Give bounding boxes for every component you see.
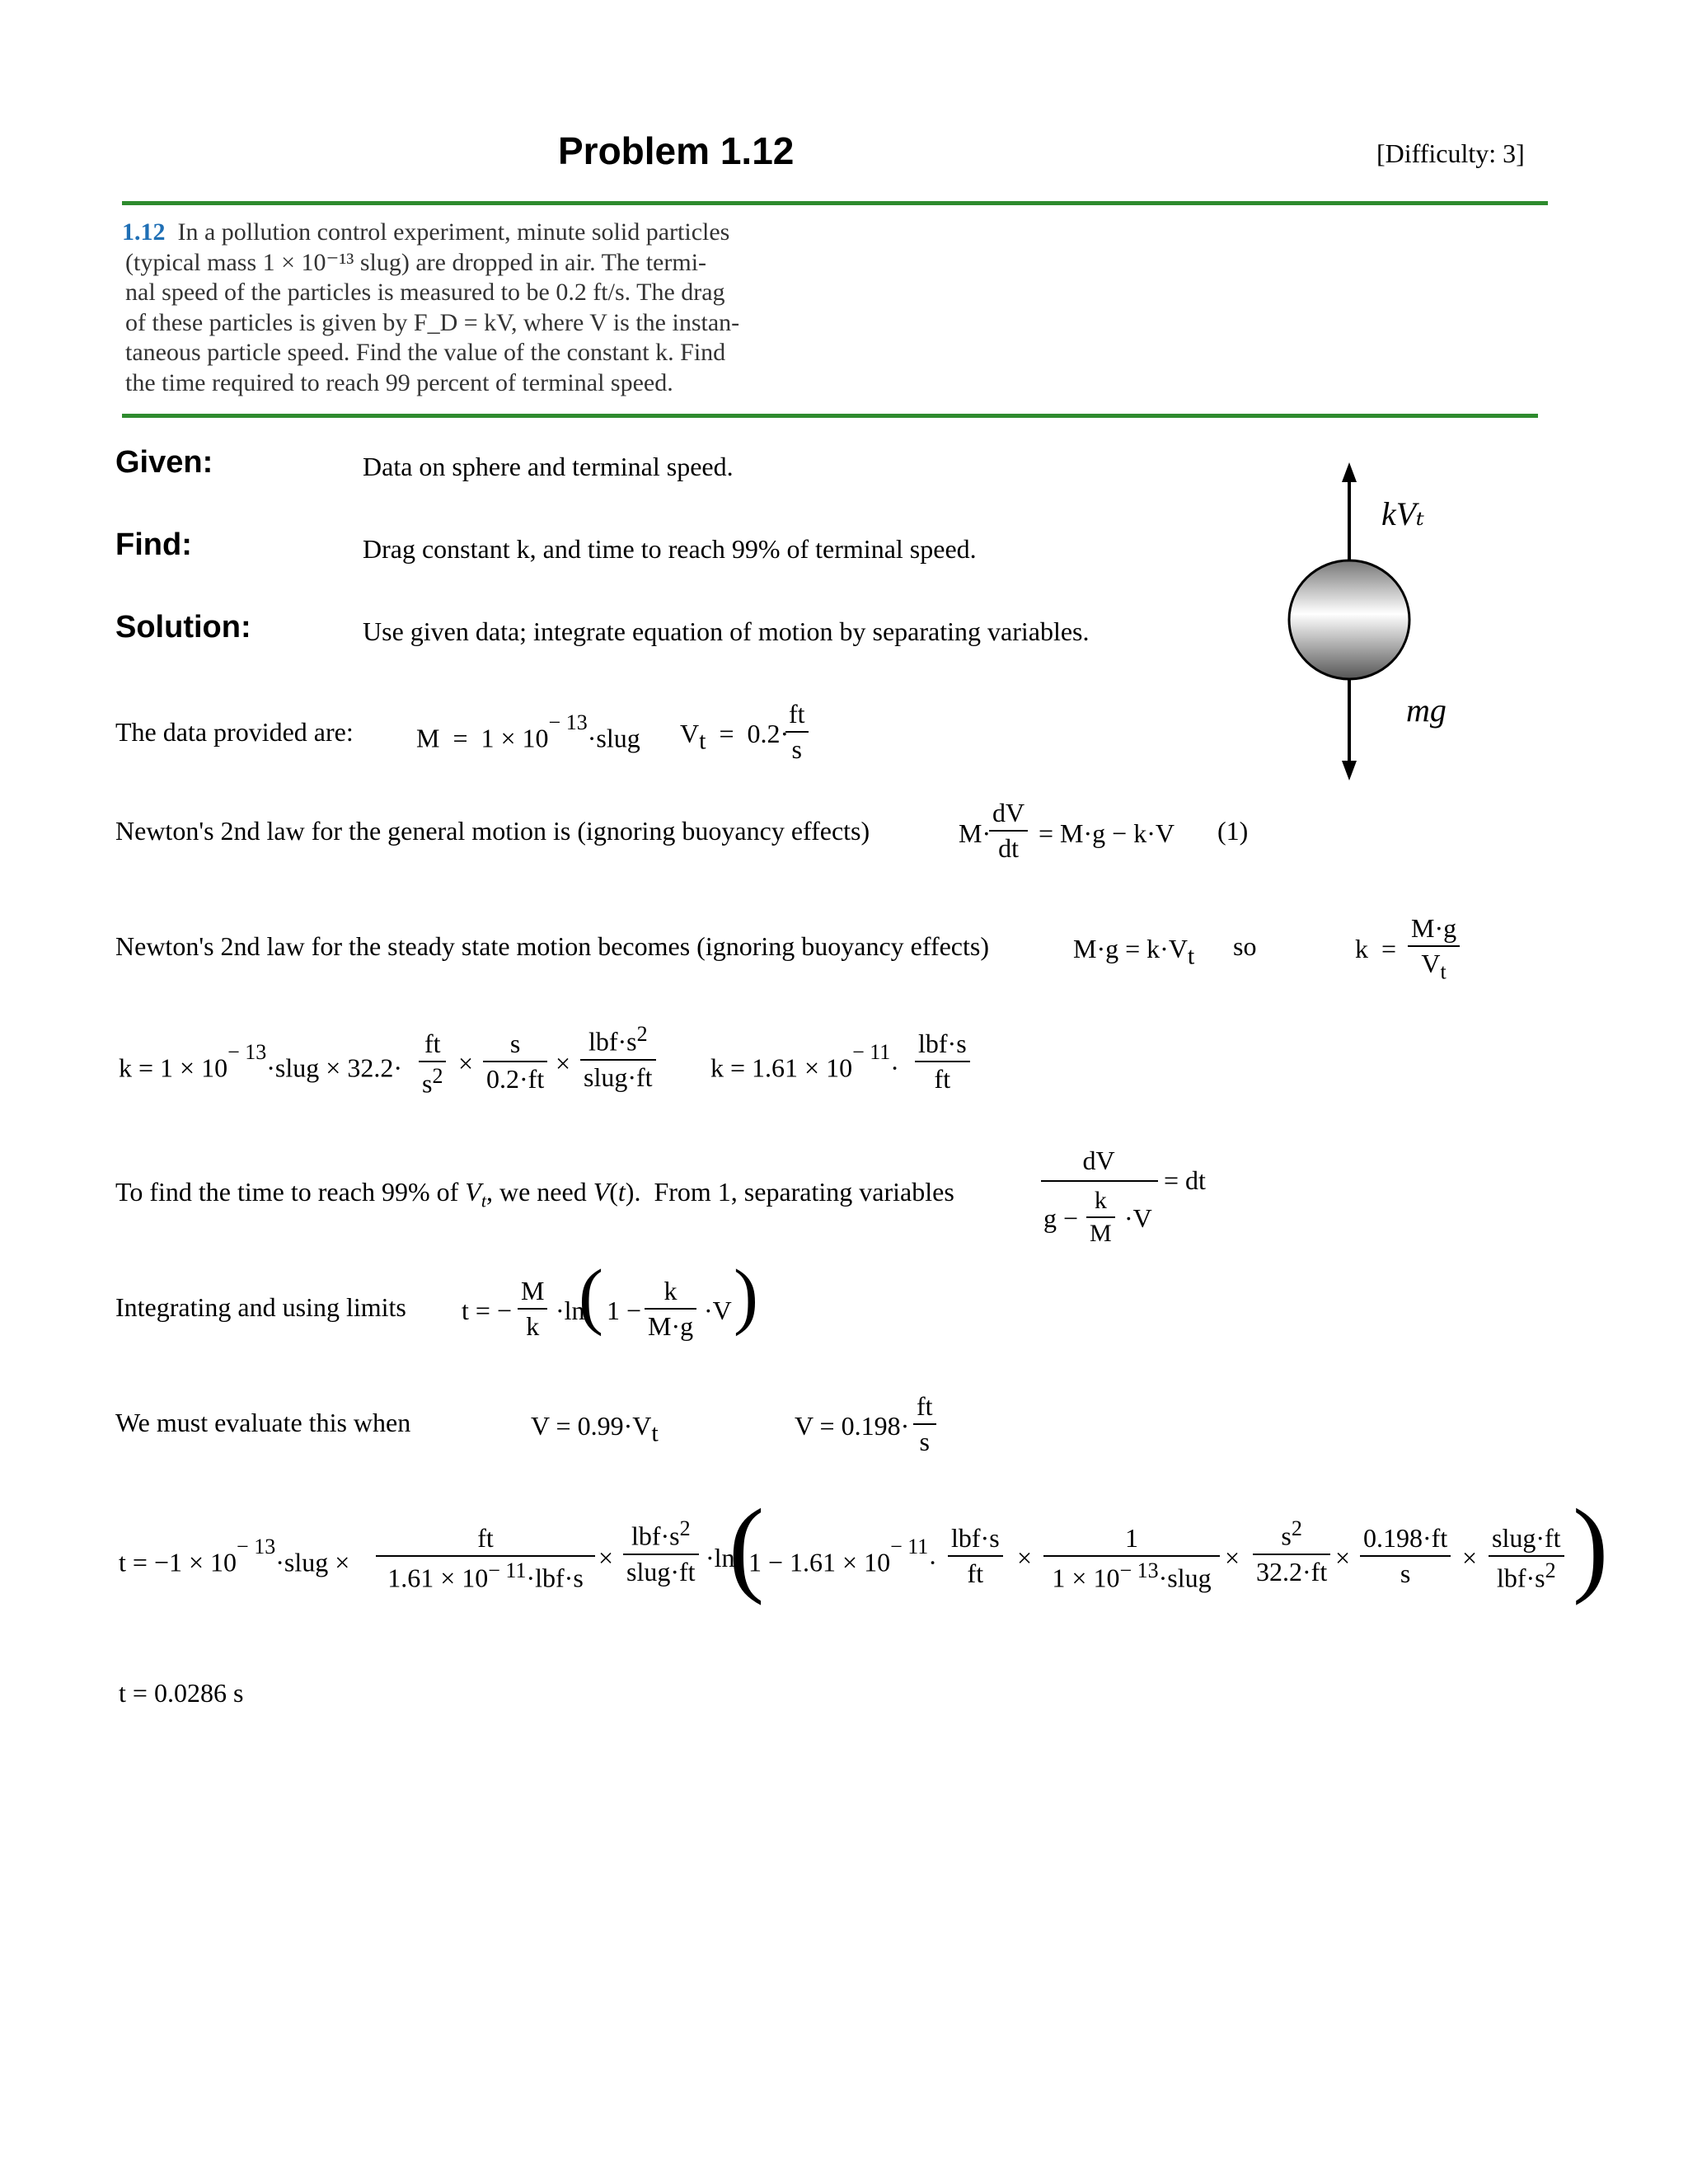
slug-lbf-fraction: slug·ft $lbf\cdot s^2$ [1489, 1523, 1564, 1594]
final-ln: ·ln [706, 1543, 735, 1572]
page-title: Problem 1.12 [558, 129, 795, 172]
final-one-minus: $1 - 1.61 \times 10^{- 11}\cdot$ [748, 1535, 937, 1577]
find-label: Find: [115, 527, 192, 562]
find-text: Drag constant k, and time to reach 99% of terminal speed. [363, 534, 977, 564]
times-sign: × [1462, 1543, 1478, 1572]
find-time-text: To find the time to reach 99% of $V_t$, we need V(t). From 1, separating variables [115, 1177, 954, 1212]
k-definition-lhs: k = [1355, 934, 1397, 963]
times-sign: × [1335, 1543, 1351, 1572]
final-expression-start: $t = -1 \times 10^{- 13}\cdot slug$ × [119, 1535, 350, 1577]
v-value-expression: V = 0.198· [795, 1411, 910, 1441]
k-over-m-fraction: k M [1086, 1187, 1115, 1248]
times-sign: × [556, 1048, 571, 1078]
newton-general-text: Newton's 2nd law for the general motion is (ignoring buoyancy effects) [115, 816, 870, 846]
v-term: ·V [704, 1296, 732, 1325]
terminal-speed-label: $V_t = 0.2\cdot$ [680, 719, 790, 755]
dv-dt-fraction: dV dt [989, 798, 1028, 864]
problem-line: (typical mass 1 × 10⁻¹³ slug) are dropped in air. The termi- [125, 248, 707, 276]
mass-exponent: − 13 [548, 710, 588, 734]
k-definition-fraction: M·g $V_t$ [1408, 913, 1460, 984]
v-99-expression: $V = 0.99\cdot V_t$ [531, 1411, 659, 1447]
problem-statement [122, 218, 739, 399]
final-result: t = 0.0286 s [119, 1678, 244, 1708]
velocity-fraction: 0.198·ft s [1360, 1523, 1451, 1589]
drag-force-label: kVₜ [1381, 495, 1425, 532]
ft-per-s-fraction: ft s [785, 699, 809, 765]
particle-sphere [1289, 560, 1409, 679]
separated-v: ·V [1124, 1203, 1152, 1233]
right-paren: ) [734, 1255, 758, 1337]
separated-denominator: g − [1043, 1203, 1079, 1233]
k-calculation: $k = 1 \times 10^{- 13}\cdot slug \times 32.2\cdot$ [119, 1040, 402, 1083]
separated-fraction-bar [1041, 1180, 1158, 1182]
up-arrowhead [1342, 462, 1357, 482]
problem-line: of these particles is given by F_D = kV, where V is the instan- [125, 308, 740, 336]
difficulty-label: [Difficulty: 3] [1376, 138, 1525, 168]
v-units-fraction: ft s [913, 1391, 936, 1457]
integration-lhs: t = − [462, 1296, 512, 1325]
final-k-units: lbf·s ft [948, 1523, 1003, 1589]
k-units-fraction: lbf·s ft [915, 1029, 970, 1094]
k-result-mantissa: k = 1.61 × 10 [710, 1052, 853, 1083]
s2-over-g-fraction: $s^2$ 32.2·ft [1253, 1516, 1330, 1587]
given-text: Data on sphere and terminal speed. [363, 452, 734, 481]
problem-line: taneous particle speed. Find the value of the constant k. Find [125, 339, 726, 367]
m-over-k-numeric-fraction: ft $1.61 \times 10^{- 11}\cdot lbf\cdot s$ [376, 1523, 595, 1594]
integrating-text: Integrating and using limits [115, 1292, 406, 1322]
evaluate-text: We must evaluate this when [115, 1408, 411, 1437]
data-provided-text: The data provided are: [115, 717, 354, 747]
top-rule [122, 201, 1548, 205]
problem-line: the time required to reach 99 percent of terminal speed. [125, 368, 673, 396]
s-per-ft-fraction: s 0.2·ft [483, 1029, 547, 1094]
equation-motion-rhs: = M·g − k·V [1039, 818, 1175, 848]
given-label: Given: [115, 445, 213, 480]
equation-motion-lhs: M· [959, 818, 992, 848]
steady-equation: $M\cdot g = k\cdot V_t$ [1073, 934, 1195, 970]
separated-numerator: dV [1082, 1146, 1115, 1175]
m-over-k-fraction: M k [518, 1276, 547, 1342]
one-minus: 1 − [607, 1296, 642, 1325]
problem-line: nal speed of the particles is measured to be 0.2 ft/s. The drag [125, 279, 725, 307]
times-sign: × [598, 1543, 614, 1572]
ln-symbol: ·ln [556, 1296, 585, 1325]
times-sign: × [1225, 1543, 1240, 1572]
solution-text: Use given data; integrate equation of motion by separating variables. [363, 616, 1090, 646]
final-left-paren: ( [729, 1488, 765, 1606]
newton-steady-text: Newton's 2nd law for the steady state motion becomes (ignoring buoyancy effects) [115, 931, 989, 961]
k-result: $k = 1.61 \times 10^{- 11}\cdot$ [710, 1040, 899, 1083]
times-sign: × [458, 1048, 474, 1078]
one-over-mass-fraction: 1 $1 \times 10^{- 13}\cdot slug$ [1043, 1523, 1220, 1594]
k-result-exponent: − 11 [852, 1040, 891, 1064]
terminal-speed-value: 0.2 [747, 719, 781, 748]
bottom-rule [122, 414, 1538, 418]
weight-label: mg [1406, 691, 1447, 729]
solution-label: Solution: [115, 610, 251, 644]
separated-rhs: = dt [1164, 1165, 1206, 1195]
k-over-mg-fraction: k M·g [645, 1276, 696, 1342]
equation-number: (1) [1217, 816, 1249, 846]
final-right-paren: ) [1573, 1488, 1609, 1606]
so-text: so [1233, 931, 1257, 961]
v-99-value: V = 0.99·V [531, 1411, 652, 1441]
lbf-slug-fraction: $lbf\cdot s^2$ slug·ft [623, 1516, 699, 1587]
mass-expression: $M = 1 \times 10^{- 13}\cdot slug$ [416, 710, 640, 753]
left-paren: ( [579, 1255, 603, 1337]
ft-per-s2-fraction: ft $s^2$ [419, 1029, 446, 1099]
problem-number: 1.12 [122, 218, 166, 246]
down-arrowhead [1342, 761, 1357, 780]
problem-line: In a pollution control experiment, minute solid particles [177, 218, 730, 246]
mass-value: 1 × 10 [481, 723, 549, 753]
times-sign: × [1017, 1543, 1033, 1572]
lbf-conversion-fraction: $lbf\cdot s^2$ slug·ft [580, 1022, 656, 1093]
